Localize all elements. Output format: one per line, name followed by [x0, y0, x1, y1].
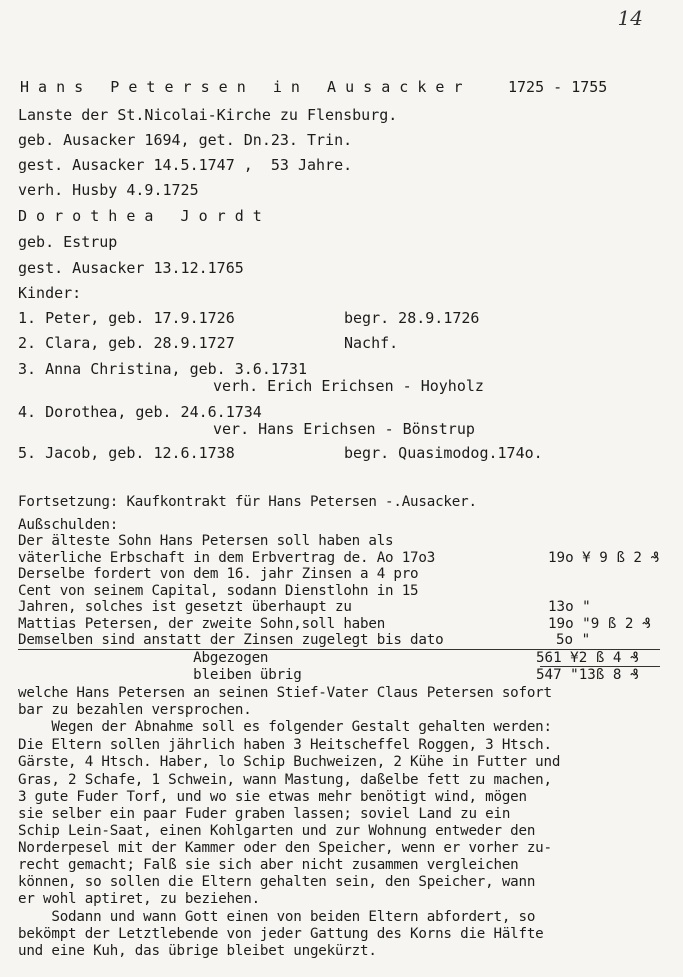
body-line: 3 gute Fuder Torf, und wo sie etwas mehr benötigt wind, mögen — [18, 789, 527, 805]
body-line: Gärste, 4 Htsch. Haber, lo Schip Buchweizen, 2 Kühe in Futter und — [18, 754, 561, 770]
child-2: 2. Clara, geb. 28.9.1727 — [18, 334, 235, 352]
child-5: 5. Jacob, geb. 12.6.1738 — [18, 444, 235, 462]
page-number: 14 — [617, 6, 643, 30]
body-line: Norderpesel mit der Kammer oder den Speicher, wenn er vorher zu- — [18, 840, 552, 856]
child-1-note: begr. 28.9.1726 — [344, 309, 480, 327]
contract-line: bleiben übrig — [18, 667, 302, 683]
spouse-death: gest. Ausacker 13.12.1765 — [18, 259, 244, 277]
contract-line: Jahren, solches ist gesetzt überhaupt zu — [18, 599, 352, 615]
bio-death: gest. Ausacker 14.5.1747 , 53 Jahre. — [18, 156, 353, 174]
body-line: Die Eltern sollen jährlich haben 3 Heitscheffel Roggen, 3 Htsch. — [18, 737, 552, 753]
body-line: Sodann und wann Gott einen von beiden Eltern abfordert, so — [18, 909, 536, 925]
contract-line: Mattias Petersen, der zweite Sohn,soll haben — [18, 616, 386, 632]
contract-title: Fortsetzung: Kaufkontrakt für Hans Petersen -.Ausacker. — [18, 494, 477, 510]
contract-amount: 547 "13ß 8 ₰ — [536, 667, 639, 683]
body-line: bekömpt der Letztlebende von jeder Gattung des Korns die Hälfte — [18, 926, 544, 942]
contract-amount: 19o "9 ß 2 ₰ — [548, 616, 651, 632]
child-4-note: ver. Hans Erichsen - Bönstrup — [213, 420, 475, 438]
body-line: recht gemacht; Falß sie sich aber nicht zusammen vergleichen — [18, 857, 519, 873]
child-5-note: begr. Quasimodog.174o. — [344, 444, 543, 462]
header-years: 1725 - 1755 — [508, 78, 608, 96]
body-line: bar zu bezahlen versprochen. — [18, 702, 252, 718]
contract-line: väterliche Erbschaft in dem Erbvertrag de. Ao 17o3 — [18, 550, 436, 566]
body-line: Wegen der Abnahme soll es folgender Gestalt gehalten werden: — [18, 719, 552, 735]
children-heading: Kinder: — [18, 284, 82, 302]
contract-amount: 13o " — [548, 599, 591, 615]
child-3-note: verh. Erich Erichsen - Hoyholz — [213, 377, 484, 395]
child-3: 3. Anna Christina, geb. 3.6.1731 — [18, 360, 307, 378]
body-line: welche Hans Petersen an seinen Stief-Vater Claus Petersen sofort — [18, 685, 552, 701]
contract-line: Demselben sind anstatt der Zinsen zugelegt bis dato — [18, 632, 444, 648]
body-line: und eine Kuh, das übrige bleibet ungekürzt. — [18, 943, 377, 959]
bio-occupation: Lanste der St.Nicolai-Kirche zu Flensburg. — [18, 106, 398, 124]
contract-line: Derselbe fordert von dem 16. jahr Zinsen a 4 pro — [18, 566, 419, 582]
contract-line: Cent von seinem Capital, sodann Dienstlohn in 15 — [18, 583, 419, 599]
spouse-name: D o r o t h e a J o r d t — [18, 207, 262, 225]
child-2-note: Nachf. — [344, 334, 399, 352]
contract-subtitle: Außschulden: — [18, 517, 119, 533]
body-line: er wohl aptiret, zu beziehen. — [18, 891, 260, 907]
child-1: 1. Peter, geb. 17.9.1726 — [18, 309, 235, 327]
contract-line: Abgezogen — [18, 650, 269, 666]
contract-line: Der älteste Sohn Hans Petersen soll haben als — [18, 533, 394, 549]
child-4: 4. Dorothea, geb. 24.6.1734 — [18, 403, 262, 421]
body-line: Gras, 2 Schafe, 1 Schwein, wann Mastung, daßelbe fett zu machen, — [18, 772, 552, 788]
body-line: können, so sollen die Eltern gehalten sein, den Speicher, wann — [18, 874, 536, 890]
spouse-birth: geb. Estrup — [18, 233, 118, 251]
contract-amount: 5o " — [556, 632, 591, 648]
contract-amount: 561 ¥2 ß 4 ₰ — [536, 650, 639, 666]
body-line: sie selber ein paar Fuder graben lassen; soviel Land zu ein — [18, 806, 511, 822]
body-line: Schip Lein-Saat, einen Kohlgarten und zur Wohnung entweder den — [18, 823, 536, 839]
header-name: H a n s P e t e r s e n i n A u s a c k e r — [20, 78, 463, 96]
bio-marriage: verh. Husby 4.9.1725 — [18, 181, 199, 199]
contract-amount: 19o ¥ 9 ß 2 ₰ — [548, 550, 660, 566]
bio-birth: geb. Ausacker 1694, get. Dn.23. Trin. — [18, 131, 353, 149]
